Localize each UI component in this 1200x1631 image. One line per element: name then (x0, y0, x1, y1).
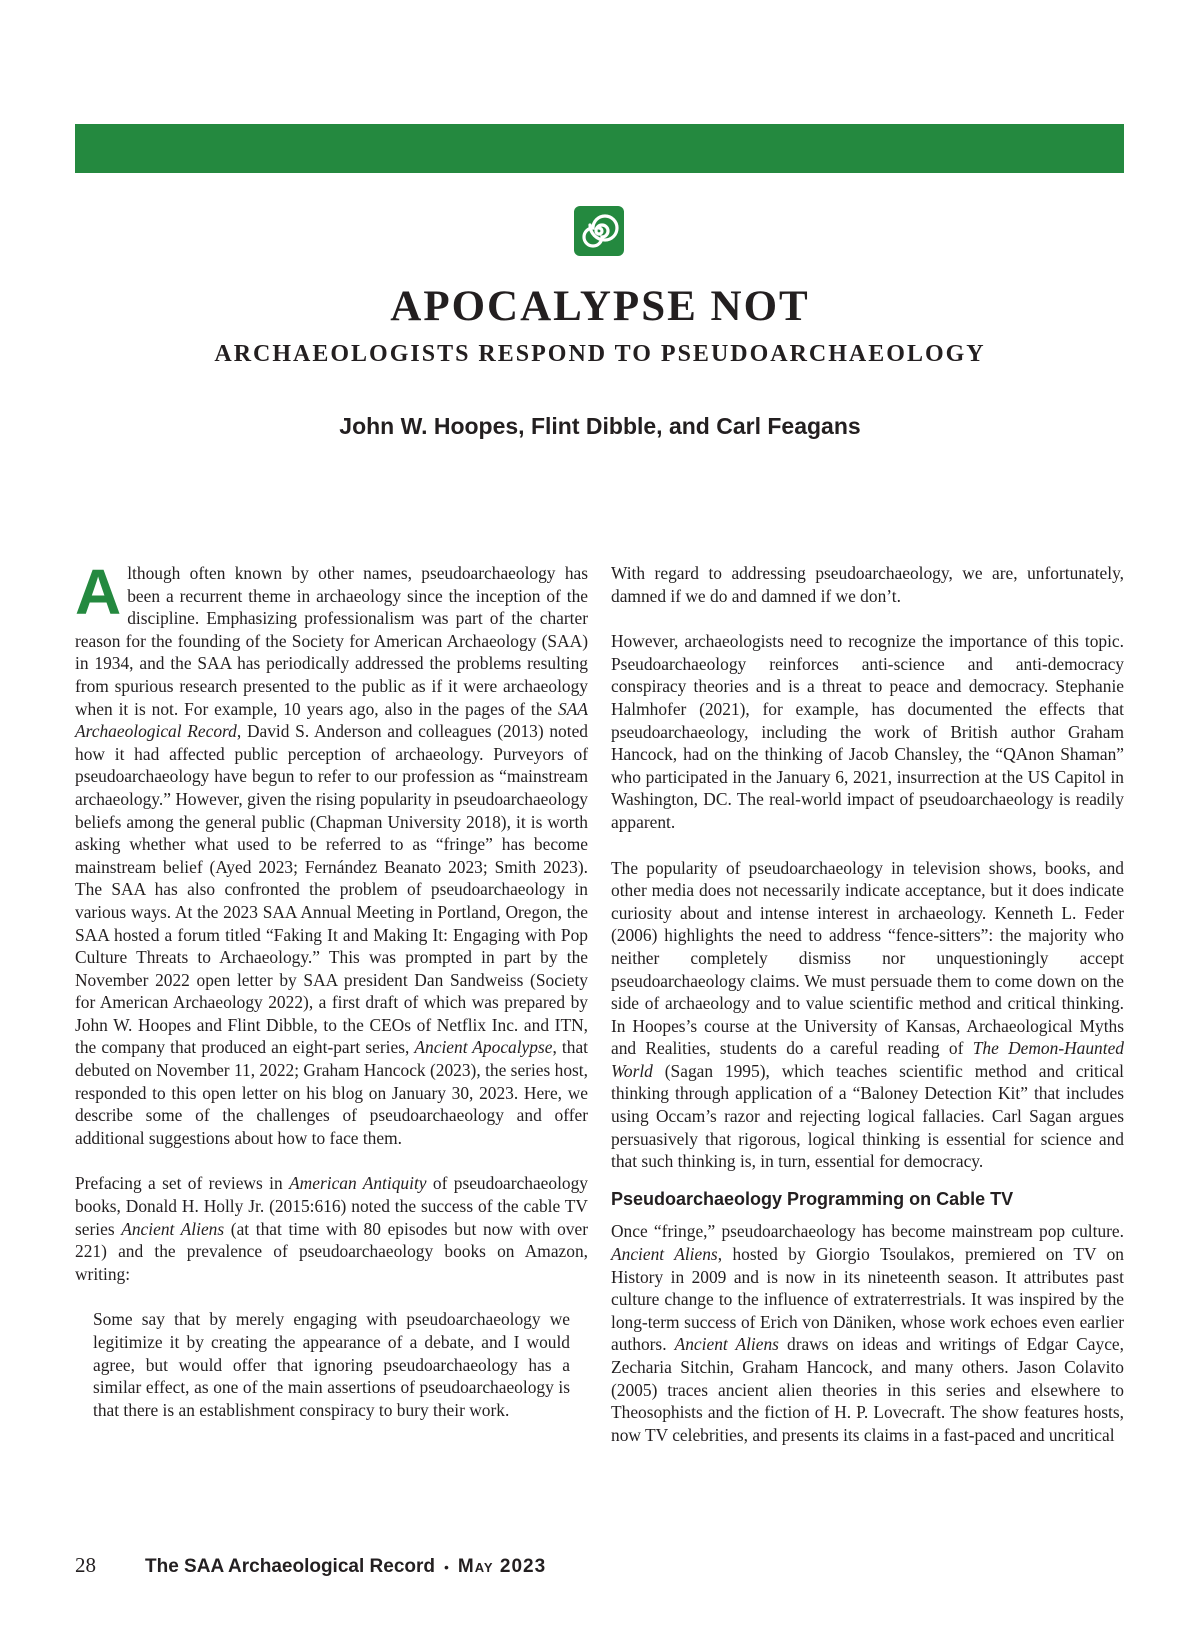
drop-cap: A (75, 556, 122, 628)
block-quote: Some say that by merely engaging with pseudoarchaeology we legitimize it by creating the appearance of a debate, and I would agree, but would offer that ignoring pseudoarchaeology has a similar effect, as one of the main assertions of pseudoarchaeology is that there is an establishment conspiracy to bury their work. (93, 1309, 570, 1420)
intro-paragraph: Although often known by other names, pseudoarchaeology has been a recurrent theme in archaeology since the inception of the discipline. Emphasizing professionalism was part of the charter reason for the founding of the Society for American Archaeology (SAA) in 1934, and the SAA has periodically addressed the problems resulting from spurious research presented to the public as if it were archaeology when it is not. For example, 10 years ago, also in the pages of the SAA Archaeological Record, David S. Anderson and colleagues (2013) noted how it had affected public perception of archaeology. Purveyors of pseudoarchaeology have begun to refer to our profession as “mainstream archaeology.” However, given the rising popularity in pseudoarchaeology beliefs among the general public (Chapman University 2018), it is worth asking whether what used to be referred to as “fringe” has become mainstream belief (Ayed 2023; Fernández Beanato 2023; Smith 2023). The SAA has also confronted the problem of pseudoarchaeology in various ways. At the 2023 SAA Annual Meeting in Portland, Oregon, the SAA hosted a forum titled “Faking It and Making It: Engaging with Pop Culture Threats to Archaeology.” This was prompted in part by the November 2022 open letter by SAA president Dan Sandweiss (Society for American Archaeology 2022), a first draft of which was prepared by John W. Hoopes and Flint Dibble, to the CEOs of Netflix Inc. and ITN, the company that produced an eight-part series, Ancient Apocalypse, that debuted on November 11, 2022; Graham Hancock (2023), the series host, responded to this open letter on his blog on January 30, 2023. Here, we describe some of the challenges of pseudoarchaeology and offer additional suggestions about how to face them. (75, 556, 588, 1148)
article-title: APOCALYPSE NOT (390, 283, 810, 330)
issue-date: May 2023 (457, 1556, 547, 1577)
holly-paragraph: Prefacing a set of reviews in American Antiquity of pseudoarchaeology books, Donald H. Holly Jr. (2015:616) noted the success of the cable TV series Ancient Aliens (at that time with 80 episodes but now with over 221) and the prevalence of pseudoarchaeology books on Amazon, writing: (75, 1173, 588, 1284)
journal-name: The SAA Archaeological Record (145, 1556, 435, 1577)
left-column (75, 556, 588, 1421)
footer-bullet: • (444, 1559, 449, 1575)
article-authors: John W. Hoopes, Flint Dibble, and Carl Feagans (339, 413, 861, 439)
right-column (611, 562, 1124, 1446)
importance-paragraph: However, archaeologists need to recognize the importance of this topic. Pseudoarchaeology reinforces anti-science and anti-democracy conspiracy theories and is a threat to peace and democracy. Stephanie Halmhofer (2021), for example, has documented the effects that pseudoarchaeology, including the work of British author Graham Hancock, had on the thinking of Jacob Chansley, the “QAnon Shaman” who participated in the January 6, 2021, insurrection at the US Capitol in Washington, DC. The real-world impact of pseudoarchaeology is readily apparent. (611, 631, 1124, 832)
article-subtitle: ARCHAEOLOGISTS RESPOND TO PSEUDOARCHAEOLOGY (214, 341, 986, 367)
section-heading: Pseudoarchaeology Programming on Cable TV (611, 1188, 1014, 1209)
spiral-logo-icon (573, 205, 625, 257)
header-green-bar (75, 124, 1124, 173)
cable-tv-paragraph: Once “fringe,” pseudoarchaeology has become mainstream pop culture. Ancient Aliens, hosted by Giorgio Tsoulakos, premiered on TV on History in 2009 and is now in its nineteenth season. It attributes past culture change to the influence of extraterrestrials. It was inspired by the long-term success of Erich von Däniken, whose work echoes even earlier authors. Ancient Aliens draws on ideas and writings of Edgar Cayce, Zecharia Sitchin, Graham Hancock, and many others. Jason Colavito (2005) traces ancient alien theories in this series and elsewhere to Theosophists and the fiction of H. P. Lovecraft. The show features hosts, now TV celebrities, and presents its claims in a fast-paced and uncritical (611, 1221, 1124, 1445)
page-number: 28 (75, 1553, 96, 1577)
popularity-paragraph: The popularity of pseudoarchaeology in television shows, books, and other media does not necessarily indicate acceptance, but it does indicate curiosity about and intense interest in archaeology. Kenneth L. Feder (2006) highlights the need to address “fence-sitters”: the majority who neither completely dismiss nor unquestioningly accept pseudoarchaeology claims. We must persuade them to come down on the side of archaeology and to value scientific method and critical thinking. In Hoopes’s course at the University of Kansas, Archaeological Myths and Realities, students do a careful reading of The Demon-Haunted World (Sagan 1995), which teaches scientific method and critical thinking through application of a “Baloney Detection Kit” that includes using Occam’s razor and rejecting logical fallacies. Carl Sagan argues persuasively that rigorous, logical thinking is essential for science and that such thinking is, in turn, essential for democracy. (611, 857, 1124, 1172)
damned-paragraph: With regard to addressing pseudoarchaeology, we are, unfortunately, damned if we do and damned if we don’t. (611, 563, 1124, 606)
page-footer (75, 1553, 546, 1578)
